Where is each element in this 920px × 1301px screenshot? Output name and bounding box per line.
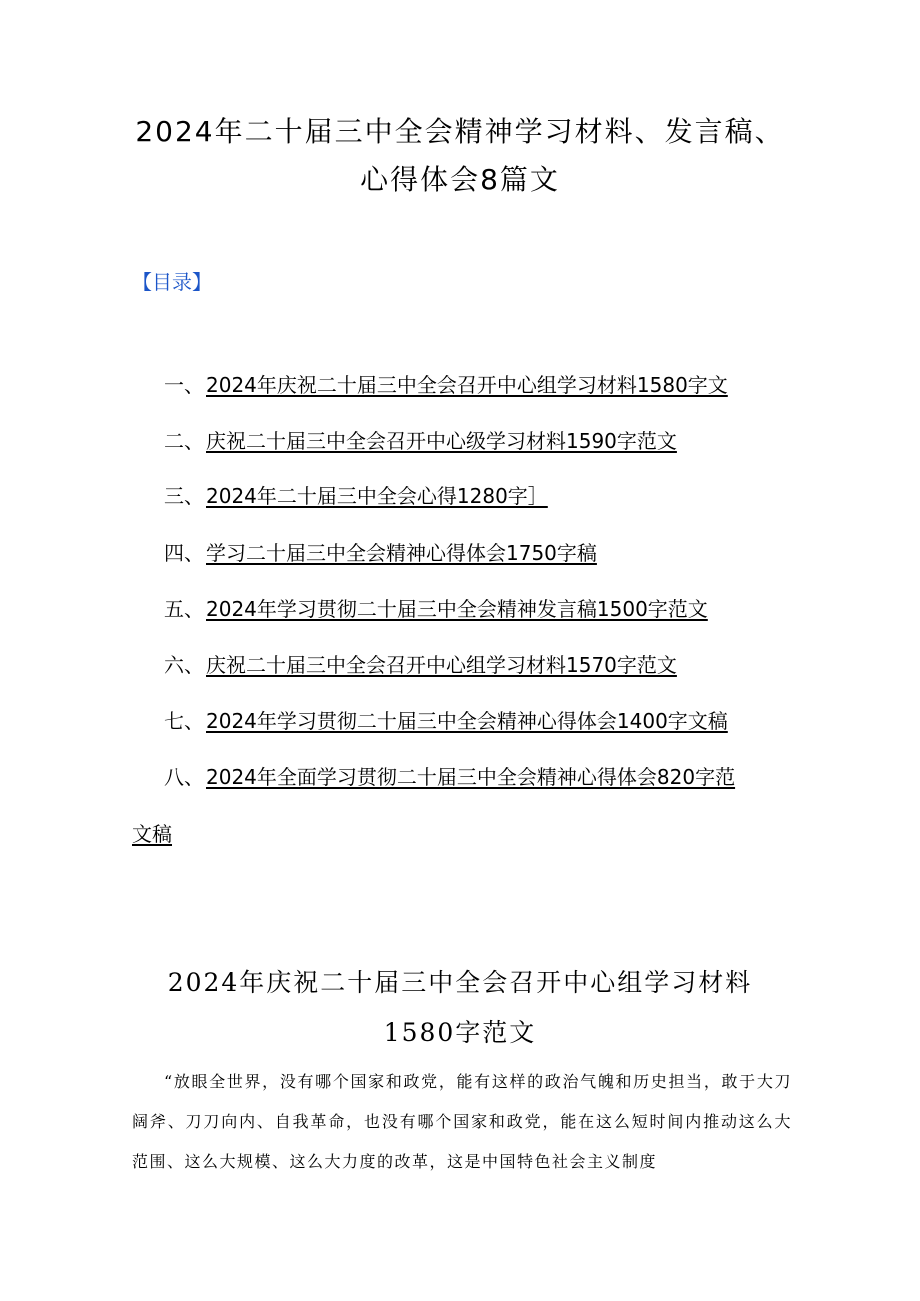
toc-item-link[interactable]: 2024年庆祝二十届三中全会召开中心组学习材料1580字文 — [206, 373, 728, 397]
toc-item-link[interactable]: 2024年学习贯彻二十届三中全会精神心得体会1400字文稿 — [206, 709, 728, 733]
toc-item-8[interactable] — [164, 763, 764, 791]
toc-item-number: 六、 — [164, 653, 204, 677]
toc-item-link[interactable]: 庆祝二十届三中全会召开中心组学习材料1570字范文 — [206, 653, 677, 677]
toc-item-link[interactable]: 庆祝二十届三中全会召开中心级学习材料1590字范文 — [206, 429, 677, 453]
document-title-line2: 心得体会8篇文 — [360, 163, 560, 196]
toc-item-link[interactable]: 2024年二十届三中全会心得1280字］ — [206, 484, 548, 508]
toc-item-5[interactable] — [164, 595, 764, 623]
toc-item-3[interactable] — [164, 482, 764, 510]
toc-item-number: 七、 — [164, 709, 204, 733]
toc-item-1[interactable] — [164, 371, 764, 399]
toc-item-link[interactable]: 2024年学习贯彻二十届三中全会精神发言稿1500字范文 — [206, 597, 708, 621]
toc-item-4[interactable] — [164, 539, 764, 567]
toc-item-link[interactable]: 学习二十届三中全会精神心得体会1750字稿 — [206, 541, 597, 565]
toc-item-number: 三、 — [164, 484, 204, 508]
toc-item-7[interactable] — [164, 707, 764, 735]
toc-item-number: 五、 — [164, 597, 204, 621]
toc-item-6[interactable] — [164, 651, 764, 679]
document-title-line1: 2024年二十届三中全会精神学习材料、发言稿、 — [135, 115, 785, 148]
toc-item-2[interactable] — [164, 427, 764, 455]
toc-item-8-continuation[interactable]: 文稿 — [132, 822, 172, 846]
section-title-line1: 2024年庆祝二十届三中全会召开中心组学习材料 — [167, 968, 753, 997]
toc-item-link[interactable]: 2024年全面学习贯彻二十届三中全会精神心得体会820字范 — [206, 765, 736, 789]
document-title — [0, 108, 920, 204]
section-title — [0, 958, 920, 1058]
body-paragraph: “放眼全世界，没有哪个国家和政党，能有这样的政治气魄和历史担当，敢于大刀阔斧、刀刀向内、自我革命，也没有哪个国家和政党，能在这么短时间内推动这么大范围、这么大规模、这么大力度的改革，这是中国特色社会主义制度 — [132, 1072, 792, 1171]
toc-item-number: 四、 — [164, 541, 204, 565]
toc-item-number: 二、 — [164, 429, 204, 453]
toc-item-number: 一、 — [164, 373, 204, 397]
section-title-line2: 1580字范文 — [383, 1018, 537, 1047]
toc-item-number: 八、 — [164, 765, 204, 789]
toc-heading: 【目录】 — [132, 270, 212, 294]
